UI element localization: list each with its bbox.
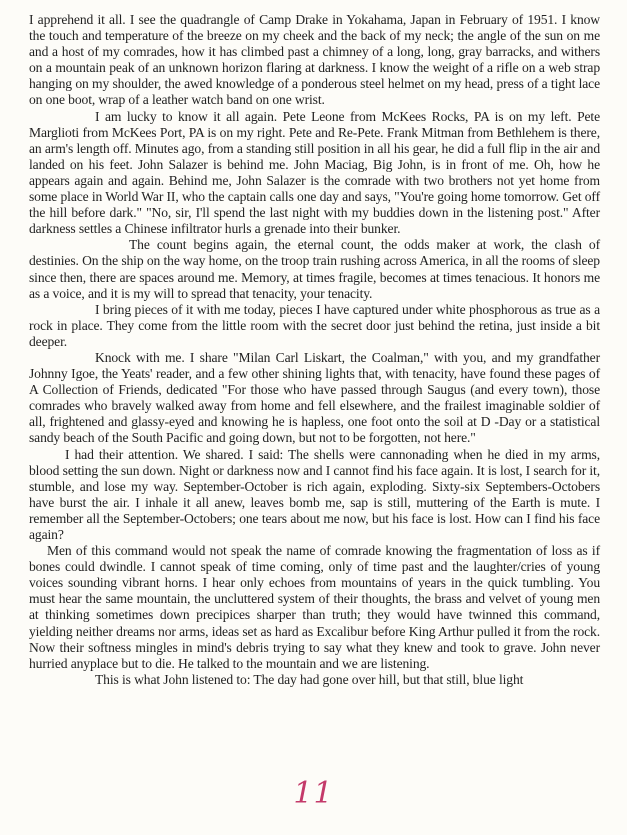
paragraph-attention: I had their attention. We shared. I said: The shells were cannonading when he died in my arms, blood setting the sun down. Night or darkness now and I cannot find his face again. It is lost, I search for it, stumble, and lose my way. September-October is rich again, exploding. Sixty-six Septembers-Octobers have burst the air. I inhale it all anew, leaves bomb me, sap is still, muttering of the Earth is mute. I remember all the September-Octobers; one tears about me now, but his face is lost. How can I find his face again? bbox=[29, 446, 600, 542]
body-text bbox=[29, 12, 600, 688]
paragraph-john-listened: This is what John listened to: The day had gone over hill, but that still, blue light bbox=[95, 671, 524, 687]
paragraph-men-of-this-command: Men of this command would not speak the name of comrade knowing the fragmentation of loss as if bones could dwindle. I cannot speak of time coming, only of time past and the laughter/cries of young voices sounding vibrant horns. I hear only echoes from mountains of years in the quick tumbling. You must hear the same mountain, the uncluttered system of their thoughts, the brass and velvet of young men at thinking sometimes down precipices sharper than truth; they would have twinned this command, yielding neither dreams nor arms, ideas set as hard as Excalibur before King Arthur pulled it from the rock. Now their softness mingles in mind's debris trying to say what they knew and took to grave. John never hurried anyplace but to die. He talked to the mountain and we are listening. bbox=[29, 543, 600, 671]
paragraph-camp-drake: I apprehend it all. I see the quadrangle of Camp Drake in Yokahama, Japan in February of 1951. I know the touch and temperature of the breeze on my cheek and the back of my neck; the angle of the sun on me and a host of my comrades, how it has climbed past a chimney of a long, long, gray barracks, and withers on a mountain peak of an unknown horizon flaring at darkness. I know the weight of a rifle on a web strap hanging on my shoulder, the awed knowledge of a ponderous steel helmet on my head, press of a tight lace on one boot, wrap of a leather watch band on one wrist. bbox=[29, 12, 600, 108]
paragraph-knock-with-me: Knock with me. I share "Milan Carl Liskart, the Coalman," with you, and my grandfather Johnny Igoe, the Yeats' reader, and a few other shining lights that, with tenacity, have found these pages of A Collection of Friends, dedicated "For those who have passed through Saugus (and every town), those comrades who bravely walked away from home and fell elsewhere, and the frailest imaginable soldier of all, frightened and glassy-eyed and knowing he is hapless, one foot onto the soil at D -Day or a statistical sandy beach of the South Pacific and going down, but not to be forgotten, not here." bbox=[29, 349, 600, 446]
paragraph-comrades: I am lucky to know it all again. Pete Leone from McKees Rocks, PA is on my left. Pete Marglioti from McKees Port, PA is on my right. Pete and Re-Pete. Frank Mitman from Bethlehem is there, an arm's length off. Minutes ago, from a standing still position in all his gear, he did a full flip in the air and landed on his feet. John Salazer is behind me. John Maciag, Big John, is in front of me. Oh, how he appears again and again. Behind me, John Salazer is the comrade with two brothers not yet home from some place in World War II, who the captain calls one day and says, "You're going home tomorrow. Get off the hill before dark." "No, sir, I'll spend the last night with my buddies down in the listening post." After darkness settles a Chinese infiltrator hurls a grenade into their bunker. bbox=[29, 108, 600, 237]
paragraph-the-count: The count begins again, the eternal count, the odds maker at work, the clash of destinies. On the ship on the way home, on the troop train rushing across America, in all the rooms of sleep since then, there are spaces around me. Memory, at times fragile, becomes at times tenacious. It honors me as a voice, and it is my will to spread that tenacity, your tenacity. bbox=[29, 237, 600, 301]
paragraph-pieces: I bring pieces of it with me today, pieces I have captured under white phosphorous as true as a rock in place. They come from the little room with the secret door just behind the retina, just inside a bit deeper. bbox=[29, 301, 600, 349]
page-number: 11 bbox=[293, 776, 334, 811]
